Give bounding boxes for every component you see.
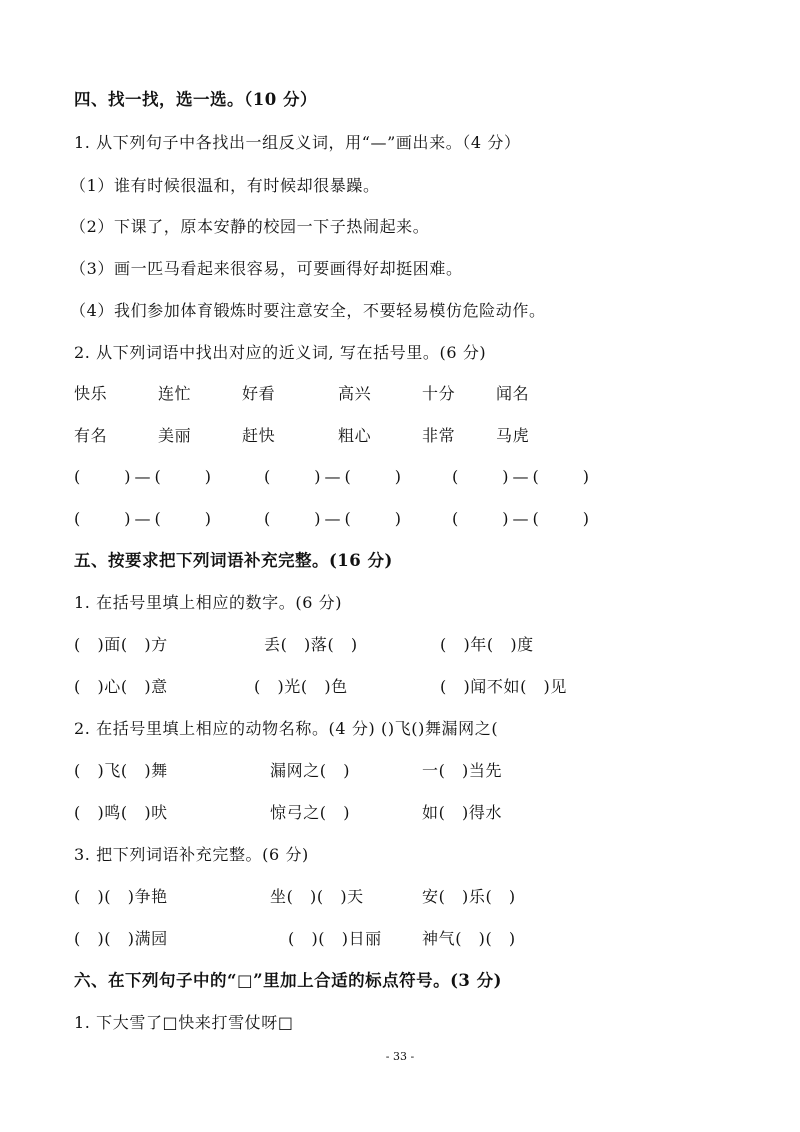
idiom-blank[interactable]: 神气( )( ) xyxy=(422,929,516,948)
word: 高兴 xyxy=(338,384,372,403)
sentence-4: （4）我们参加体育锻炼时要注意安全，不要轻易模仿危险动作。 xyxy=(70,301,546,320)
answer-blank-row-2 xyxy=(74,507,754,531)
idiom-blank[interactable]: ( )( )日丽 xyxy=(288,929,382,948)
idiom-blank[interactable]: ( )年( )度 xyxy=(440,635,534,654)
word: 闻名 xyxy=(496,384,530,403)
complete-idiom-row-2 xyxy=(74,927,754,951)
section-5-question-3: 3. 把下列词语补充完整。(6 分) xyxy=(74,845,309,864)
answer-blank[interactable]: ( )—( ) xyxy=(264,509,405,528)
idiom-blank[interactable]: 漏网之( ) xyxy=(270,761,351,780)
section-6-title: 六、在下列句子中的“□”里加上合适的标点符号。(3 分) xyxy=(74,971,502,990)
section-4-question-2: 2. 从下列词语中找出对应的近义词, 写在括号里。(6 分) xyxy=(74,343,487,362)
animal-idiom-row-1 xyxy=(74,759,754,783)
answer-blank[interactable]: ( )—( ) xyxy=(74,467,215,486)
idiom-blank[interactable]: ( )鸣( )吠 xyxy=(74,803,168,822)
section-6-question-1: 1. 下大雪了□快来打雪仗呀□ xyxy=(74,1013,294,1032)
answer-blank-row-1 xyxy=(74,465,754,489)
word-row-1 xyxy=(74,382,754,406)
answer-blank[interactable]: ( )—( ) xyxy=(264,467,405,486)
word: 有名 xyxy=(74,426,108,445)
idiom-blank[interactable]: 惊弓之( ) xyxy=(270,803,351,822)
idiom-blank[interactable]: ( )面( )方 xyxy=(74,635,168,654)
word-row-2 xyxy=(74,424,754,448)
number-idiom-row-2 xyxy=(74,675,754,699)
word: 马虎 xyxy=(496,426,530,445)
idiom-blank[interactable]: 一( )当先 xyxy=(422,761,503,780)
word: 赶快 xyxy=(242,426,276,445)
word: 美丽 xyxy=(158,426,192,445)
word: 好看 xyxy=(242,384,276,403)
answer-blank[interactable]: ( )—( ) xyxy=(452,467,593,486)
page-number: - 33 - xyxy=(385,1050,415,1063)
sentence-1: （1）谁有时候很温和，有时候却很暴躁。 xyxy=(70,176,380,195)
section-4-title: 四、找一找，选一选。（10 分） xyxy=(74,90,317,109)
answer-blank[interactable]: ( )—( ) xyxy=(74,509,215,528)
word: 快乐 xyxy=(74,384,108,403)
word: 连忙 xyxy=(158,384,192,403)
section-4-question-1: 1. 从下列句子中各找出一组反义词，用“—”画出来。（4 分） xyxy=(74,133,521,152)
idiom-blank[interactable]: 如( )得水 xyxy=(422,803,503,822)
complete-idiom-row-1 xyxy=(74,885,754,909)
idiom-blank[interactable]: 安( )乐( ) xyxy=(422,887,516,906)
number-idiom-row-1 xyxy=(74,633,754,657)
idiom-blank[interactable]: ( )闻不如( )见 xyxy=(440,677,567,696)
idiom-blank[interactable]: ( )光( )色 xyxy=(254,677,348,696)
idiom-blank[interactable]: ( )( )满园 xyxy=(74,929,168,948)
section-5-question-2: 2. 在括号里填上相应的动物名称。(4 分) ()飞()舞漏网之( xyxy=(74,719,499,738)
idiom-blank[interactable]: ( )( )争艳 xyxy=(74,887,168,906)
section-5-question-1: 1. 在括号里填上相应的数字。(6 分) xyxy=(74,593,343,612)
sentence-3: （3）画一匹马看起来很容易，可要画得好却挺困难。 xyxy=(70,259,463,278)
idiom-blank[interactable]: 丢( )落( ) xyxy=(264,635,358,654)
section-5-title: 五、按要求把下列词语补充完整。(16 分) xyxy=(74,551,393,570)
idiom-blank[interactable]: ( )飞( )舞 xyxy=(74,761,168,780)
idiom-blank[interactable]: 坐( )( )天 xyxy=(270,887,364,906)
answer-blank[interactable]: ( )—( ) xyxy=(452,509,593,528)
word: 粗心 xyxy=(338,426,372,445)
idiom-blank[interactable]: ( )心( )意 xyxy=(74,677,168,696)
animal-idiom-row-2 xyxy=(74,801,754,825)
word: 非常 xyxy=(422,426,456,445)
word: 十分 xyxy=(422,384,456,403)
sentence-2: （2）下课了，原本安静的校园一下子热闹起来。 xyxy=(70,217,430,236)
